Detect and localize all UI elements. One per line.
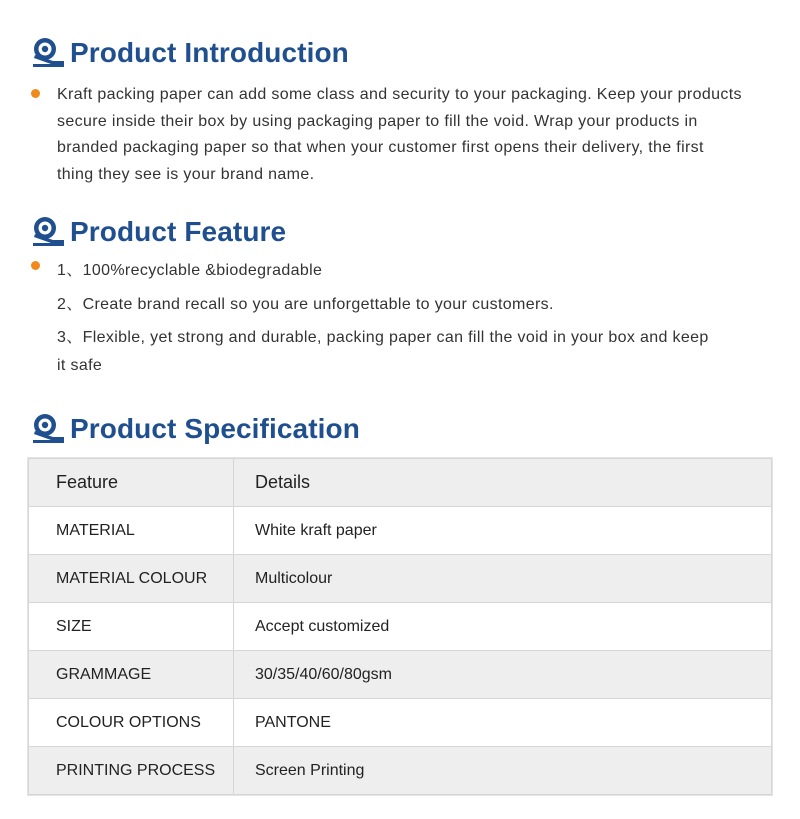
intro-paragraph — [57, 82, 792, 188]
spec-table — [28, 458, 772, 795]
table-header-row — [29, 459, 772, 507]
column-header-details: Details — [234, 459, 772, 507]
table-row — [29, 603, 772, 651]
feature-cell: SIZE — [29, 603, 234, 651]
intro-title: Product Introduction — [70, 37, 349, 68]
tape-dispenser-icon — [31, 413, 65, 445]
feature-item: 3、Flexible, yet strong and durable, packing paper can fill the void in your box and keep — [57, 329, 709, 346]
features-heading — [31, 215, 286, 249]
feature-cell: GRAMMAGE — [29, 651, 234, 699]
feature-cell: MATERIAL COLOUR — [29, 555, 234, 603]
feature-item: 1、100%recyclable &biodegradable — [57, 262, 323, 279]
table-row — [29, 747, 772, 795]
features-title: Product Feature — [70, 216, 287, 247]
intro-line: Kraft packing paper can add some class and security to your packaging. Keep your products — [57, 86, 742, 103]
details-cell: PANTONE — [234, 699, 772, 747]
feature-item: it safe — [57, 357, 103, 374]
table-row — [29, 699, 772, 747]
feature-cell: MATERIAL — [29, 507, 234, 555]
details-cell: 30/35/40/60/80gsm — [234, 651, 772, 699]
intro-heading — [31, 36, 349, 70]
details-cell: Screen Printing — [234, 747, 772, 795]
details-cell: White kraft paper — [234, 507, 772, 555]
table-row — [29, 555, 772, 603]
feature-cell: COLOUR OPTIONS — [29, 699, 234, 747]
spec-title: Product Specification — [70, 413, 360, 444]
details-cell: Accept customized — [234, 603, 772, 651]
intro-line: thing they see is your brand name. — [57, 165, 315, 183]
spec-heading — [31, 412, 360, 446]
column-header-feature: Feature — [29, 459, 234, 507]
intro-bullet — [31, 89, 40, 98]
table-row — [29, 651, 772, 699]
tape-dispenser-icon — [31, 37, 65, 69]
intro-line: branded packaging paper so that when your customer first opens their delivery, the first — [57, 139, 704, 156]
feature-cell: PRINTING PROCESS — [29, 747, 234, 795]
details-cell: Multicolour — [234, 555, 772, 603]
features-bullet — [31, 261, 40, 270]
feature-item: 2、Create brand recall so you are unforgettable to your customers. — [57, 296, 554, 313]
table-row — [29, 507, 772, 555]
intro-line: secure inside their box by using packaging paper to fill the void. Wrap your products in — [57, 112, 698, 130]
tape-dispenser-icon — [31, 216, 65, 248]
